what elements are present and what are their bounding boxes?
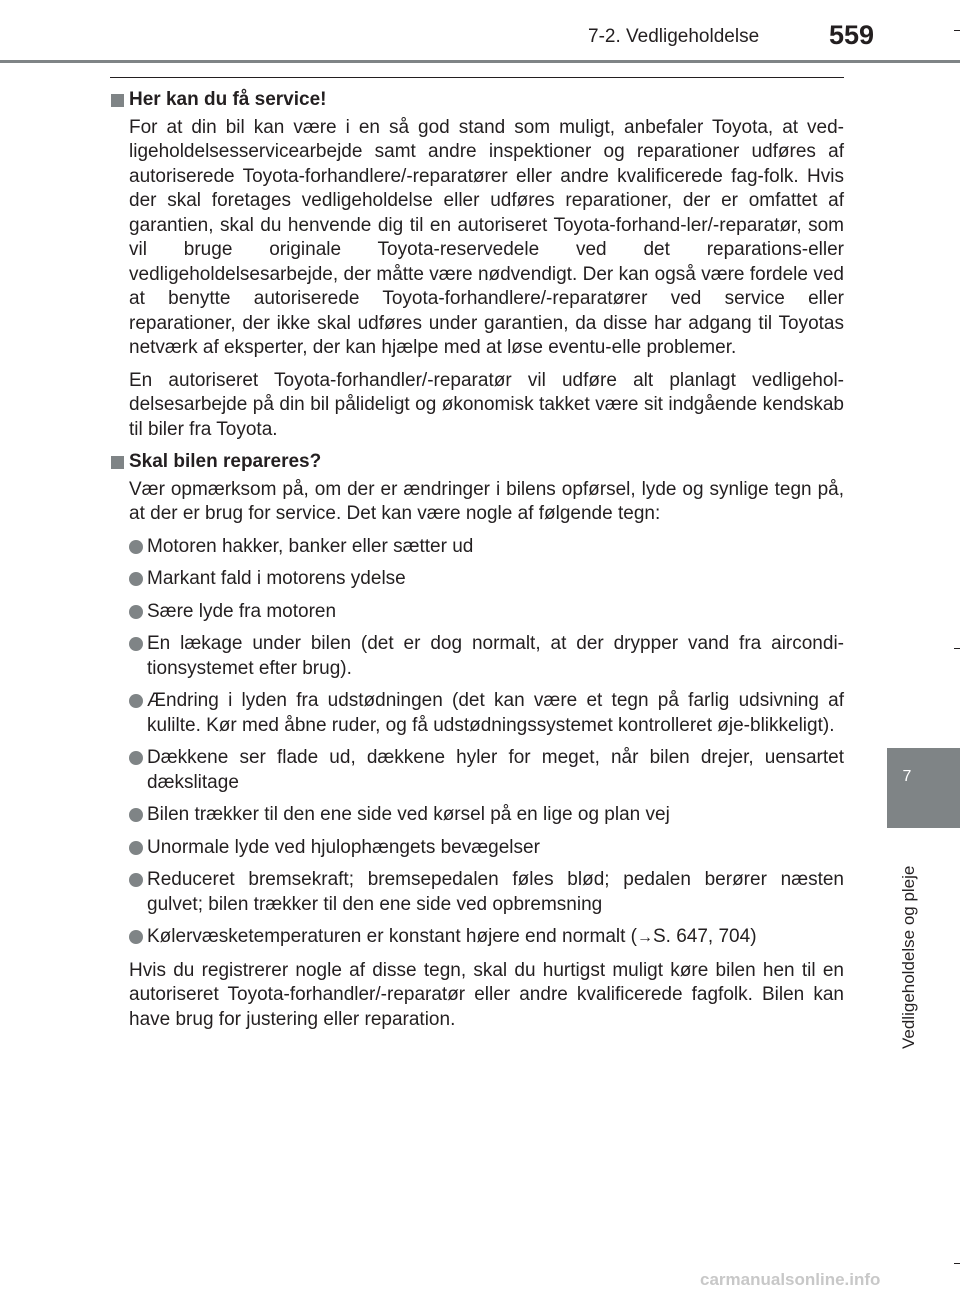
square-bullet-icon	[111, 456, 124, 469]
list-item: Dækkene ser flade ud, dækkene hyler for meget, når bilen drejer, uensartet dækslitage	[110, 746, 844, 795]
page-number: 559	[829, 20, 875, 50]
chapter-number: 7	[902, 768, 912, 785]
list-item: Sære lyde fra motoren	[110, 600, 844, 625]
list-item: Motoren hakker, banker eller sætter ud	[110, 535, 844, 560]
list-item: Unormale lyde ved hjulophængets bevægelser	[110, 836, 844, 861]
chapter-tab	[887, 748, 960, 828]
circle-bullet-icon	[129, 808, 143, 822]
circle-bullet-icon	[129, 637, 143, 651]
circle-bullet-icon	[129, 751, 143, 765]
page-reference[interactable]: S. 647, 704)	[653, 926, 757, 947]
list-item: Markant fald i motorens ydelse	[110, 567, 844, 592]
content-top-rule	[110, 77, 844, 78]
section-title-text: Skal bilen repareres?	[129, 451, 322, 472]
watermark: carmanualsonline.info	[700, 1270, 881, 1289]
circle-bullet-icon	[129, 572, 143, 586]
circle-bullet-icon	[129, 694, 143, 708]
paragraph: For at din bil kan være i en så god stand som muligt, anbefaler Toyota, at ved-ligeholdelsesservicearbejde samt andre inspektioner og reparationer udføres af autoriserede Toyota-forhandlere/-reparatører eller andre kvalificerede fag-folk. Hvis der skal foretages vedligeholdelse eller udføres reparationer, der er omfattet af garantien, skal du henvende dig til en autoriseret Toyota-forhand-ler/-reparatør, som vil bruge originale Toyota-reservedele ved det reparations-eller vedligeholdelsesarbejde, der måtte være nødvendigt. Der kan også være fordele ved at benytte autoriserede Toyota-forhandlere/-reparatører ved service eller reparationer, der ikke skal udføres under garantien, da disse har adgang til Toyotas netværk af eksperter, der kan hjælpe med at løse eventu-elle problemer.	[129, 116, 844, 358]
section-title-text: Her kan du få service!	[129, 89, 327, 110]
square-bullet-icon	[111, 94, 124, 107]
header-divider	[0, 60, 960, 63]
crop-mark	[954, 30, 960, 31]
circle-bullet-icon	[129, 540, 143, 554]
crop-mark	[954, 1263, 960, 1264]
section-title	[110, 88, 844, 113]
circle-bullet-icon	[129, 930, 143, 944]
list-item: Bilen trækker til den ene side ved kørsel på en lige og plan vej	[110, 803, 844, 828]
list-item: Ændring i lyden fra udstødningen (det kan være et tegn på farlig udsivning af kulilte. Kør med åbne ruder, og få udstødningssystemet kontrolleret øje-blikkeligt).	[110, 689, 844, 738]
circle-bullet-icon	[129, 841, 143, 855]
chapter-label: Vedligeholdelse og pleje	[899, 865, 918, 1049]
circle-bullet-icon	[129, 605, 143, 619]
paragraph: En autoriseret Toyota-forhandler/-reparatør vil udføre alt planlagt vedligehol-delsesarbejde på din bil pålideligt og økonomisk takket være sit indgående kendskab til biler fra Toyota.	[129, 369, 844, 440]
section-title	[110, 450, 844, 475]
paragraph: Vær opmærksom på, om der er ændringer i bilens opførsel, lyde og synlige tegn på, at der er brug for service. Det kan være nogle af følgende tegn:	[129, 478, 844, 524]
list-item: Reduceret bremsekraft; bremsepedalen føles blød; pedalen berører næsten gulvet; bilen trækker til den ene side ved opbremsning	[110, 868, 844, 917]
circle-bullet-icon	[129, 873, 143, 887]
header-section-title: 7-2. Vedligeholdelse	[588, 26, 760, 47]
list-item: Kølervæsketemperaturen er konstant højere end normalt (→S. 647, 704)	[110, 925, 844, 951]
paragraph: Hvis du registrerer nogle af disse tegn, skal du hurtigst muligt køre bilen hen til en autoriseret Toyota-forhandler/-reparatør eller andre kvalificerede fagfolk. Bilen kan have brug for justering eller reparation.	[129, 959, 844, 1030]
crop-mark	[954, 648, 960, 649]
arrow-right-icon: →	[637, 929, 653, 946]
list-item: En lækage under bilen (det er dog normalt, at der drypper vand fra aircondi-tionsystemet efter brug).	[110, 632, 844, 681]
main-content	[110, 88, 844, 1040]
